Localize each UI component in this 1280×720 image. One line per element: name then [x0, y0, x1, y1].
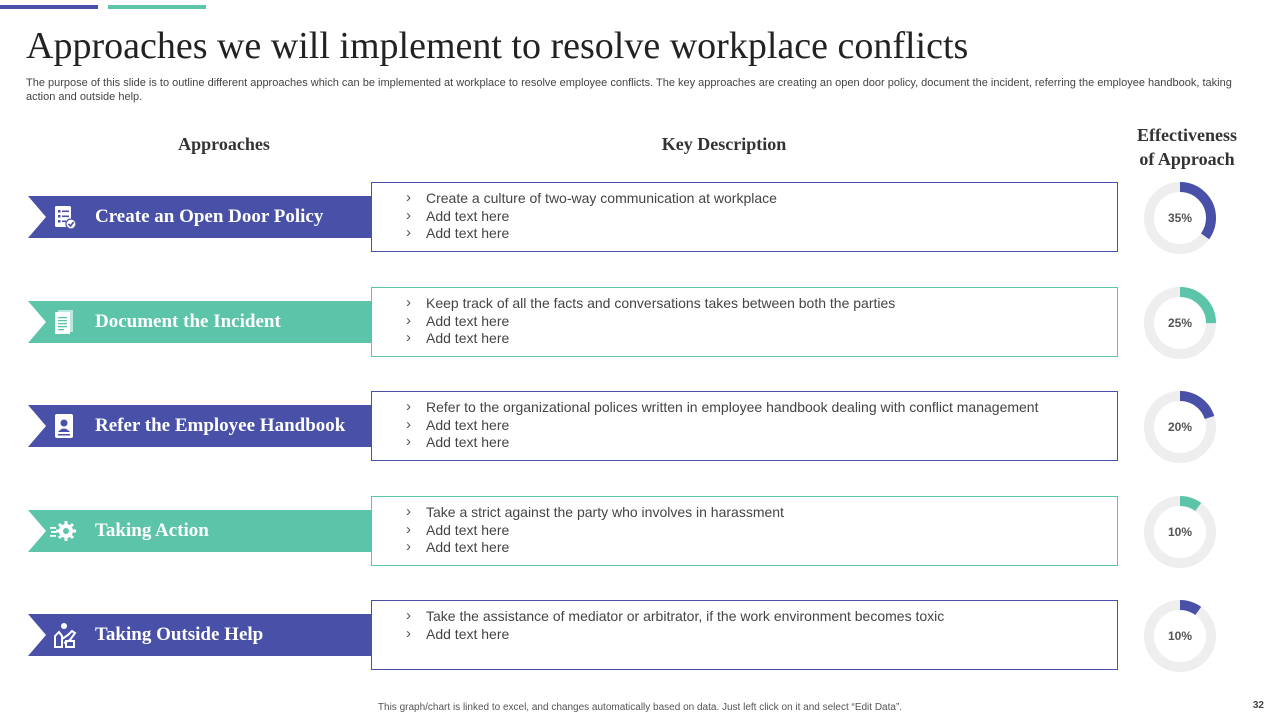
description-bullet: › Add text here	[426, 208, 1117, 226]
header-effectiveness-line1: Effectiveness	[1137, 125, 1237, 145]
description-list	[372, 288, 1117, 348]
approach-row	[0, 600, 1280, 680]
donut-percent-label: 35%	[1167, 211, 1193, 225]
header-effectiveness-line2: of Approach	[1139, 149, 1235, 169]
approach-row	[0, 391, 1280, 471]
effectiveness-donut	[1143, 181, 1217, 255]
effectiveness-donut	[1143, 495, 1217, 569]
header-key-description: Key Description	[661, 134, 787, 154]
approach-banner	[28, 614, 413, 656]
description-box	[371, 182, 1118, 252]
handbook-icon	[50, 412, 78, 440]
description-box	[371, 391, 1118, 461]
description-bullet: › Keep track of all the facts and conversations takes between both the parties	[426, 295, 1117, 313]
description-box	[371, 600, 1118, 670]
banner-arrow-shape	[28, 510, 413, 552]
approach-label: Refer the Employee Handbook	[95, 415, 346, 436]
description-bullet: › Refer to the organizational polices written in employee handbook dealing with conflict management	[426, 399, 1117, 417]
header-approaches: Approaches	[178, 134, 270, 154]
approach-label: Taking Action	[95, 520, 209, 541]
effectiveness-donut	[1143, 286, 1217, 360]
description-box	[371, 496, 1118, 566]
description-bullet: › Add text here	[426, 330, 1117, 348]
donut-percent-label: 25%	[1167, 316, 1193, 330]
description-list	[372, 183, 1117, 243]
page-number: 32	[1252, 700, 1264, 711]
description-bullet: › Add text here	[426, 626, 1117, 644]
description-bullet: › Add text here	[426, 225, 1117, 243]
donut-percent-label: 10%	[1167, 629, 1193, 643]
description-bullet: › Add text here	[426, 522, 1117, 540]
approach-row	[0, 496, 1280, 576]
approach-label: Create an Open Door Policy	[95, 206, 324, 227]
accent-bar-teal	[108, 5, 206, 9]
slide-title: Approaches we will implement to resolve workplace conflicts	[26, 25, 969, 67]
helping-hand-icon	[50, 621, 78, 649]
donut-percent-label: 20%	[1167, 420, 1193, 434]
effectiveness-donut	[1143, 390, 1217, 464]
description-list	[372, 601, 1117, 643]
approach-banner	[28, 301, 413, 343]
action-gear-icon	[50, 517, 78, 545]
description-bullet: › Create a culture of two-way communication at workplace	[426, 190, 1117, 208]
approach-label: Document the Incident	[95, 311, 281, 332]
accent-bar-blue	[0, 5, 98, 9]
approach-label: Taking Outside Help	[95, 624, 264, 645]
description-bullet: › Take the assistance of mediator or arbitrator, if the work environment becomes toxic	[426, 608, 1117, 626]
checklist-icon	[50, 203, 78, 231]
footer-note: This graph/chart is linked to excel, and changes automatically based on data. Just left click on it and select “Edit Data”.	[377, 702, 903, 713]
description-list	[372, 392, 1117, 452]
description-bullet: › Add text here	[426, 313, 1117, 331]
description-bullet: › Take a strict against the party who involves in harassment	[426, 504, 1117, 522]
approach-row	[0, 287, 1280, 367]
header-effectiveness	[1105, 123, 1269, 171]
slide-subtitle: The purpose of this slide is to outline different approaches which can be implemented at workplace to resolve employee conflicts. The key approaches are creating an open door policy, document the incident, referring the employee handbook, taking action and outside help.	[26, 77, 1232, 103]
approach-banner	[28, 510, 413, 552]
description-bullet: › Add text here	[426, 434, 1117, 452]
document-icon	[50, 308, 78, 336]
approach-row	[0, 182, 1280, 262]
approach-banner	[28, 196, 413, 238]
description-list	[372, 497, 1117, 557]
description-bullet: › Add text here	[426, 539, 1117, 557]
approach-banner	[28, 405, 413, 447]
effectiveness-donut	[1143, 599, 1217, 673]
donut-percent-label: 10%	[1167, 525, 1193, 539]
description-box	[371, 287, 1118, 357]
description-bullet: › Add text here	[426, 417, 1117, 435]
